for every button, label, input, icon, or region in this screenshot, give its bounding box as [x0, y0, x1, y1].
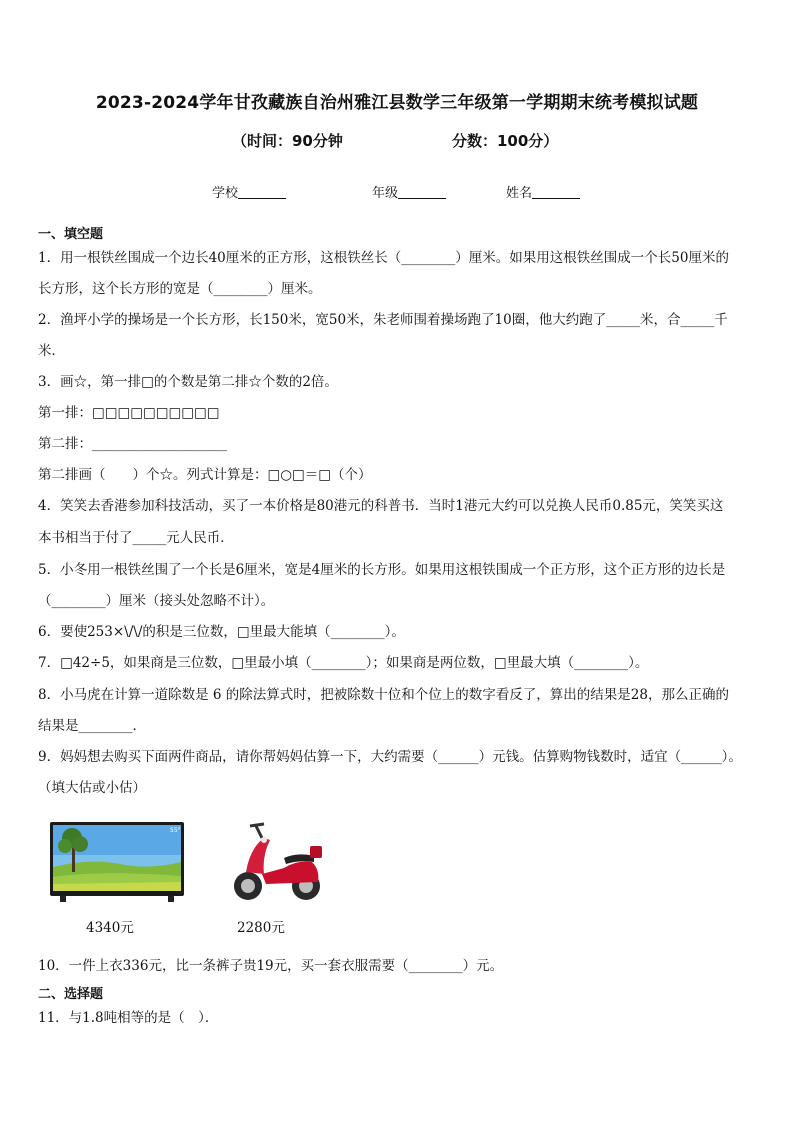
exam-score: 分数：100分）: [452, 132, 559, 150]
question-9-line-1: 9．妈妈想去购买下面两件商品，请你帮妈妈估算一下，大约需要（______）元钱。估算购物钱数时，适宜（______）。: [38, 749, 742, 765]
tv-size-badge: 55": [170, 827, 181, 834]
question-11: 11．与1.8吨相等的是（ ）．: [38, 1010, 219, 1026]
question-9-line-2: （填大估或小估）: [38, 780, 146, 796]
question-1-line-2: 长方形，这个长方形的宽是（________）厘米。: [38, 281, 322, 297]
question-3-line-4: 第二排画（ ）个☆。列式计算是：□○□＝□（个）: [38, 467, 372, 483]
question-2-line-1: 2．渔坪小学的操场是一个长方形，长150米，宽50米，朱老师围着操场跑了10圈，他大约跑了_____米，合_____千: [38, 312, 728, 328]
question-5-line-2: （________）厘米（接头处忽略不计）。: [38, 593, 275, 609]
grade-blank[interactable]: [398, 186, 446, 199]
scooter-image: [226, 812, 326, 908]
question-4-line-2: 本书相当于付了_____元人民币．: [38, 530, 234, 546]
section-fill-title: 一、填空题: [38, 227, 104, 242]
scooter-price: 2280元: [237, 920, 285, 936]
school-blank[interactable]: [238, 186, 286, 199]
question-3-row-2: 第二排：____________________: [38, 436, 227, 452]
question-3-row-1: 第一排：□□□□□□□□□□: [38, 405, 220, 421]
tv-image: [50, 822, 184, 904]
question-10: 10．一件上衣336元，比一条裤子贵19元，买一套衣服需要（________）元。: [38, 958, 504, 974]
question-7: 7．□42÷5，如果商是三位数，□里最小填（________）；如果商是两位数，□里最大填（________）。: [38, 655, 649, 671]
question-3-line-1: 3．画☆，第一排□的个数是第二排☆个数的2倍。: [38, 374, 338, 390]
question-6: 6．要使253×\/\/的积是三位数，□里最大能填（________）。: [38, 624, 405, 640]
name-field: [506, 182, 580, 201]
question-1-line-1: 1．用一根铁丝围成一个边长40厘米的正方形，这根铁丝长（________）厘米。如果用这根铁丝围成一个长50厘米的: [38, 250, 729, 266]
grade-field: [372, 182, 446, 201]
question-8-line-1: 8．小马虎在计算一道除数是 6 的除法算式时，把被除数十位和个位上的数字看反了，算出的结果是28，那么正确的: [38, 687, 729, 703]
question-8-line-2: 结果是________．: [38, 718, 146, 734]
question-4-line-1: 4．笑笑去香港参加科技活动，买了一本价格是80港元的科普书．当时1港元大约可以兑换人民币0.85元，笑笑买这: [38, 498, 724, 514]
exam-title: 2023-2024学年甘孜藏族自治州雅江县数学三年级第一学期期末统考模拟试题: [95, 93, 699, 113]
exam-time: （时间：90分钟: [232, 132, 343, 150]
name-blank[interactable]: [532, 186, 580, 199]
tv-price: 4340元: [86, 920, 134, 936]
name-label: 姓名: [506, 186, 533, 201]
question-2-line-2: 米．: [38, 343, 65, 359]
school-label: 学校: [212, 186, 239, 201]
question-5-line-1: 5．小冬用一根铁丝围了一个长是6厘米，宽是4厘米的长方形。如果用这根铁围成一个正方形，这个正方形的边长是: [38, 562, 726, 578]
school-field: [212, 182, 286, 201]
grade-label: 年级: [372, 186, 399, 201]
section-choice-title: 二、选择题: [38, 987, 104, 1002]
